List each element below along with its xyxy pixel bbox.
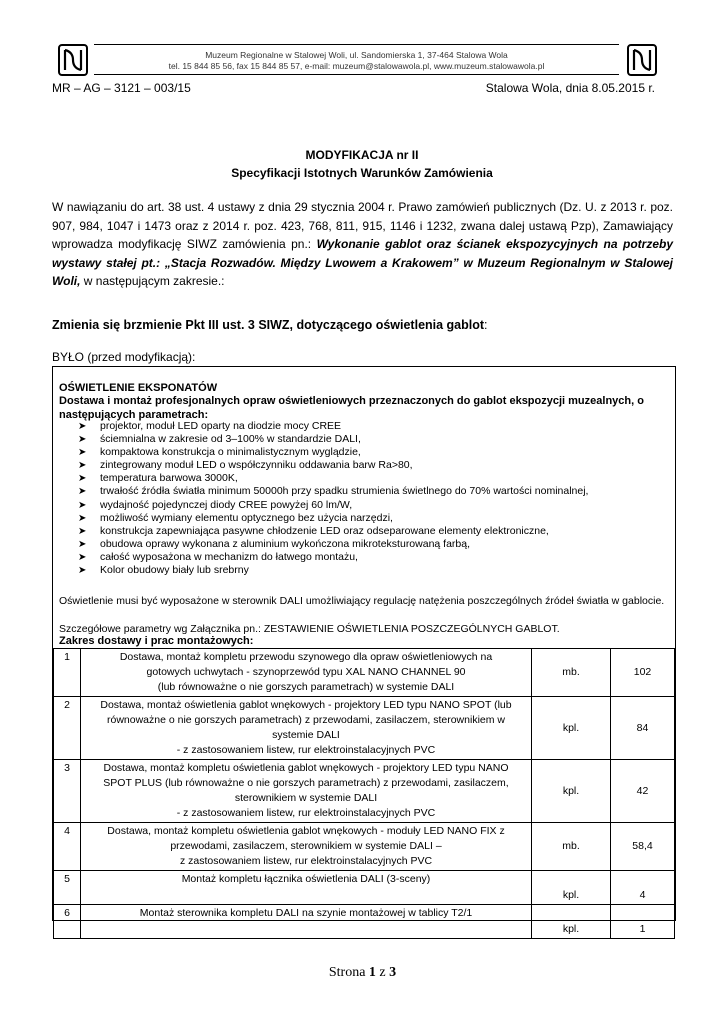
museum-logo-icon [627,44,657,76]
parameters-note: Szczegółowe parametry wg Załącznika pn.: ZESTAWIENIE OŚWIETLENIA POSZCZEGÓLNYCH GABLOT. [59,623,560,635]
table-row [54,823,675,871]
letterhead-top-rule [94,44,619,45]
list-item: ➤ ściemnialna w zakresie od 3–100% w standardzie DALI, [78,433,361,446]
list-item: ➤ możliwość wymiany elementu optycznego bez użycia narzędzi, [78,511,393,524]
row-quantity: 1 [611,905,675,939]
arrow-bullet-icon: ➤ [78,538,87,550]
list-item: ➤ obudowa oprawy wykonana z aluminium wykończona mikroteksturowaną farbą, [78,537,471,550]
table-row [54,905,675,939]
table-row [54,760,675,823]
place-date: Stalowa Wola, dnia 8.05.2015 r. [485,81,655,95]
museum-logo-icon [58,44,88,76]
arrow-bullet-icon: ➤ [78,421,87,432]
row-number: 1 [54,649,81,697]
change-heading-colon: : [484,318,488,332]
list-item: ➤ zintegrowany moduł LED o współczynniku oddawania barw Ra>80, [78,459,413,472]
list-item: ➤ wydajność pojedynczej diody CREE powyżej 60 lm/W, [78,498,353,511]
table-row [54,649,675,697]
arrow-bullet-icon: ➤ [78,434,87,446]
row-description: Dostawa, montaż kompletu oświetlenia gablot wnękowych - moduły LED NANO FIX z przewodami, zasilaczem, sterownikiem w systemie DALI – z zastosowaniem listew, rur elektroinstalacyjnych PVC [81,823,532,871]
list-item: ➤ całość wyposażona w mechanizm do łatwego montażu, [78,550,358,563]
row-unit: mb. [532,649,611,697]
page-number: Strona 1 z 3 [328,965,397,980]
row-quantity: 58,4 [611,823,675,871]
works-table [53,648,675,939]
intro-paragraph [52,198,673,291]
arrow-bullet-icon: ➤ [78,473,87,485]
row-description: Dostawa, montaż kompletu przewodu szynowego dla opraw oświetleniowych na gotowych uchwytach - szynoprzewód typu XAL NANO CHANNEL 90 (lub równoważne o nie gorszych parametrach) w systemie DALI [81,649,532,697]
arrow-bullet-icon: ➤ [78,447,87,459]
list-item: ➤ Kolor obudowy biały lub srebrny [78,564,249,577]
list-item: ➤ trwałość źródła światła minimum 50000h przy spadku strumienia świetlnego do 70% wartości nominalnej, [78,485,589,498]
letterhead-address: Muzeum Regionalne w Stalowej Woli, ul. Sandomierska 1, 37-464 Stalowa Wola [205,50,508,60]
letterhead-bottom-rule [94,74,619,75]
list-item: ➤ konstrukcja zapewniająca pasywne chłodzenie LED oraz odseparowane elementy elektroniczne, [78,524,549,537]
document-title: MODYFIKACJA nr II [305,148,419,162]
row-unit: kpl. [532,760,611,823]
row-number: 4 [54,823,81,871]
arrow-bullet-icon: ➤ [78,512,87,524]
row-number: 6 [54,905,81,939]
arrow-bullet-icon: ➤ [78,565,87,577]
row-number: 5 [54,871,81,905]
row-quantity: 4 [611,871,675,905]
change-heading-text: Zmienia się brzmienie Pkt III ust. 3 SIWZ, dotyczącego oświetlenia gablot [52,318,485,332]
row-unit: kpl. [532,697,611,760]
arrow-bullet-icon: ➤ [78,460,87,472]
table-row [54,871,675,905]
scope-title: Zakres dostawy i prac montażowych: [59,635,254,647]
row-number: 2 [54,697,81,760]
row-quantity: 102 [611,649,675,697]
document-reference: MR – AG – 3121 – 003/15 [52,81,191,95]
arrow-bullet-icon: ➤ [78,486,87,498]
row-description: Dostawa, montaż kompletu oświetlenia gablot wnękowych - projektory LED typu NANO SPOT PLUS (lub równoważne o nie gorszych parametrach) z przewodami, zasilaczem, sterownikiem w systemie DALI - z zastosowaniem listew, rur elektroinstalacyjnych PVC [81,760,532,823]
row-unit: kpl. [532,905,611,939]
arrow-bullet-icon: ➤ [78,551,87,563]
row-number: 3 [54,760,81,823]
before-label: BYŁO (przed modyfikacją): [52,350,196,364]
change-heading [52,318,488,332]
arrow-bullet-icon: ➤ [78,499,87,511]
document-subtitle: Specyfikacji Istotnych Warunków Zamówienia [231,166,493,180]
table-row [54,697,675,760]
row-quantity: 42 [611,760,675,823]
contract-name: Wykonanie gablot oraz ścianek ekspozycyjnych na potrzeby wystawy stałej pt.: „Stacja Rozwadów. Między Lwowem a Krakowem” w Muzeum Regionalnym w Stalowej Woli, [52,237,673,288]
row-description: Dostawa, montaż oświetlenia gablot wnękowych - projektory LED typu NANO SPOT (lub równoważne o nie gorszych parametrach) z przewodami, zasilaczem, sterownikiem w systemie DALI - z zastosowaniem listew, rur elektroinstalacyjnych PVC [81,697,532,760]
row-description: Montaż kompletu łącznika oświetlenia DALI (3-sceny) [81,871,532,905]
intro-text-end: w następującym zakresie.: [80,274,225,288]
exhibit-lighting-description: Dostawa i montaż profesjonalnych opraw oświetleniowych przeznaczonych do gablot ekspozycji muzealnych, o następujących parametrach: [59,395,644,421]
list-item: ➤ kompaktowa konstrukcja o minimalistycznym wyglądzie, [78,446,361,459]
list-item: ➤ projektor, moduł LED oparty na diodzie mocy CREE [78,420,342,432]
row-unit: mb. [532,823,611,871]
exhibit-lighting-title: OŚWIETLENIE EKSPONATÓW [59,382,218,394]
row-description: Montaż sterownika kompletu DALI na szynie montażowej w tablicy T2/1 [81,905,532,939]
intro-text: W nawiązaniu do art. 38 ust. 4 ustawy z dnia 29 stycznia 2004 r. Prawo zamówień publicznych (Dz. U. z 2013 r. poz. 907, 984, 1047 i 1473 oraz z 2014 r. poz. 423, 768, 811, 915, 1146 i 1232, zwana dalej ustawą Pzp), Zamawiający wprowadza modyfikację SIWZ zamówienia pn.: [52,200,673,251]
row-quantity: 84 [611,697,675,760]
parameter-list [78,420,588,577]
letterhead-contact: tel. 15 844 85 56, fax 15 844 85 57, e-mail: muzeum@stalowawola.pl, www.muzeum.stalowawola.pl [168,61,545,71]
arrow-bullet-icon: ➤ [78,525,87,537]
row-unit: kpl. [532,871,611,905]
list-item: ➤ temperatura barwowa 3000K, [78,472,238,485]
dali-requirement: Oświetlenie musi być wyposażone w sterownik DALI umożliwiający regulację natężenia poszczególnych źródeł światła w gablocie. [59,595,665,607]
